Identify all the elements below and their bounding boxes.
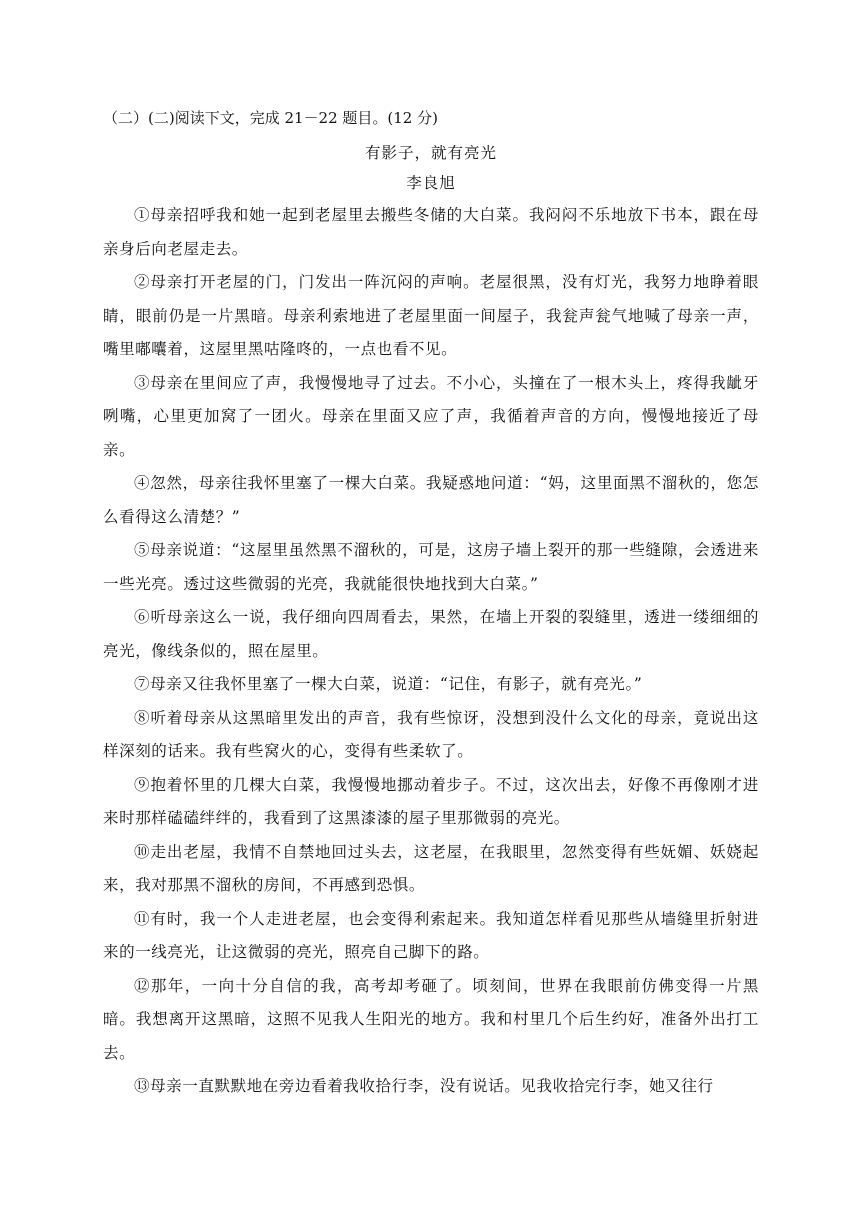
paragraph-5: ⑤母亲说道：“这屋里虽然黑不溜秋的，可是，这房子墙上裂开的那一些缝隙，会透进来一些光亮。透过这些微弱的光亮，我就能很快地找到大白菜。”: [103, 541, 759, 593]
document-content: [103, 106, 759, 1104]
paragraph-10: ⑩走出老屋，我情不自禁地回过头去，这老屋，在我眼里，忽然变得有些妩媚、妖娆起来，我对那黑不溜秋的房间，不再感到恐惧。: [103, 842, 759, 894]
paragraph-6: ⑥听母亲这么一说，我仔细向四周看去，果然，在墙上开裂的裂缝里，透进一缕细细的亮光，像线条似的，照在屋里。: [103, 608, 759, 660]
article-author: 李良旭: [406, 174, 456, 192]
paragraph-7: ⑦母亲又往我怀里塞了一棵大白菜，说道：“记住，有影子，就有亮光。”: [134, 675, 643, 693]
paragraph-12: ⑫那年，一向十分自信的我，高考却考砸了。顷刻间，世界在我眼前仿佛变得一片黑暗。我想离开这黑暗，这照不见我人生阳光的地方。我和村里几个后生约好，准备外出打工去。: [103, 976, 759, 1062]
paragraph-4: ④忽然，母亲往我怀里塞了一棵大白菜。我疑惑地问道：“妈，这里面黑不溜秋的，您怎么看得这么清楚？”: [103, 474, 759, 526]
section-heading: （二）(二)阅读下文，完成 21－22 题目。(12 分): [103, 109, 438, 127]
paragraph-13: ⑬母亲一直默默地在旁边看着我收拾行李，没有说话。见我收拾完行李，她又往行: [134, 1077, 714, 1095]
paragraph-8: ⑧听着母亲从这黑暗里发出的声音，我有些惊讶，没想到没什么文化的母亲，竟说出这样深刻的话来。我有些窝火的心，变得有些柔软了。: [103, 708, 759, 760]
article-title: 有影子，就有亮光: [364, 144, 497, 162]
paragraph-2: ②母亲打开老屋的门，门发出一阵沉闷的声响。老屋很黑，没有灯光，我努力地睁着眼睛，眼前仍是一片黑暗。母亲利索地进了老屋里面一间屋子，我瓮声瓮气地喊了母亲一声，嘴里嘟囔着，这屋里黑咕隆咚的，一点也看不见。: [103, 273, 759, 358]
paragraph-3: ③母亲在里间应了声，我慢慢地寻了过去。不小心，头撞在了一根木头上，疼得我龇牙咧嘴，心里更加窝了一团火。母亲在里面又应了声，我循着声音的方向，慢慢地接近了母亲。: [103, 373, 759, 459]
paragraph-1: ①母亲招呼我和她一起到老屋里去搬些冬储的大白菜。我闷闷不乐地放下书本，跟在母亲身后向老屋走去。: [103, 206, 759, 258]
paragraph-11: ⑪有时，我一个人走进老屋，也会变得利索起来。我知道怎样看见那些从墙缝里折射进来的一线亮光，让这微弱的亮光，照亮自己脚下的路。: [103, 909, 759, 961]
paragraph-9: ⑨抱着怀里的几棵大白菜，我慢慢地挪动着步子。不过，这次出去，好像不再像刚才进来时那样磕磕绊绊的，我看到了这黑漆漆的屋子里那微弱的亮光。: [103, 775, 759, 827]
